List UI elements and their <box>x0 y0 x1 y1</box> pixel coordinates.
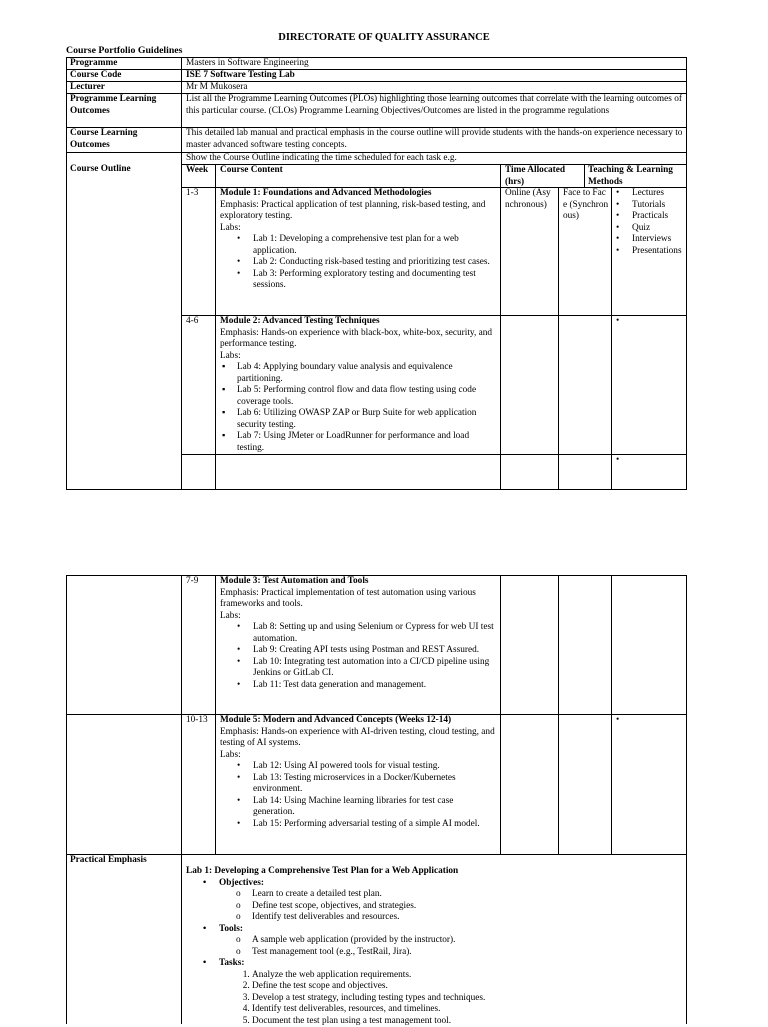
list-item: 4. Identify test deliverables, resources, and timelines. <box>252 1004 682 1016</box>
module-1-labs-label: Labs: <box>220 223 497 235</box>
module-1-face: Face to Face (Synchronous) <box>563 188 609 223</box>
tools-label: • Tools: <box>219 924 682 936</box>
course-code-value: ISE 7 Software Testing Lab <box>186 70 295 82</box>
course-outline-intro: Show the Course Outline indicating the time scheduled for each task e.g. <box>186 153 457 165</box>
practical-emphasis-label: Practical Emphasis <box>70 855 147 867</box>
list-item: • Lab 10: Integrating test automation into a CI/CD pipeline using Jenkins or GitLab CI. <box>253 657 497 680</box>
list-item: • Lab 2: Conducting risk-based testing and prioritizing test cases. <box>253 257 497 269</box>
list-item: o Identify test deliverables and resources. <box>252 912 682 924</box>
methods-header: Teaching & Learning Methods <box>588 165 686 188</box>
course-code-label: Course Code <box>70 70 121 82</box>
module-1-online: Online (Asynchronous) <box>505 188 555 211</box>
clo-label: Course Learning Outcomes <box>70 128 170 151</box>
list-item: 3. Develop a test strategy, including testing types and techniques. <box>252 993 682 1005</box>
list-item: o Test management tool (e.g., TestRail, Jira). <box>252 947 682 959</box>
module-1-title: Module 1: Foundations and Advanced Methodologies <box>220 188 497 200</box>
module-2-title: Module 2: Advanced Testing Techniques <box>220 316 497 328</box>
module-5-week: 10-13 <box>186 715 208 727</box>
programme-value: Masters in Software Engineering <box>186 58 309 70</box>
module-3-emphasis: Emphasis: Practical implementation of test automation using various frameworks and tools. <box>220 588 497 611</box>
module-1-emphasis: Emphasis: Practical application of test planning, risk-based testing, and exploratory testing. <box>220 200 497 223</box>
list-item: o A sample web application (provided by the instructor). <box>252 935 682 947</box>
module-3-content <box>220 576 497 691</box>
list-item: 5. Document the test plan using a test management tool. <box>252 1016 682 1027</box>
list-item: • Quiz <box>632 223 685 235</box>
clo-value: This detailed lab manual and practical emphasis in the course outline will provide students with the hands-on experience necessary to master advanced software testing concepts. <box>186 128 683 151</box>
lecturer-value: Mr M Mukosera <box>186 82 247 94</box>
list-item: • Interviews <box>632 234 685 246</box>
lecturer-label: Lecturer <box>70 82 105 94</box>
module-1-methods <box>632 188 685 257</box>
list-item: ▪ Lab 7: Using JMeter or LoadRunner for performance and load testing. <box>237 431 497 454</box>
bullet-marker: • <box>616 316 619 328</box>
list-item: • Lab 14: Using Machine learning libraries for test case generation. <box>253 796 497 819</box>
module-5-emphasis: Emphasis: Hands-on experience with AI-driven testing, cloud testing, and testing of AI systems. <box>220 727 497 750</box>
list-item: o Learn to create a detailed test plan. <box>252 889 682 901</box>
list-item: • Tutorials <box>632 200 685 212</box>
list-item: ▪ Lab 6: Utilizing OWASP ZAP or Burp Suite for web application security testing. <box>237 408 497 431</box>
list-item: • Lab 1: Developing a comprehensive test plan for a web application. <box>253 234 497 257</box>
list-item: • Lab 12: Using AI powered tools for visual testing. <box>253 761 497 773</box>
lab-1-title: Lab 1: Developing a Comprehensive Test Plan for a Web Application <box>186 866 682 878</box>
module-3-title: Module 3: Test Automation and Tools <box>220 576 497 588</box>
list-item: ▪ Lab 5: Performing control flow and data flow testing using code coverage tools. <box>237 385 497 408</box>
module-2-week: 4-6 <box>186 316 198 328</box>
programme-label: Programme <box>70 58 117 70</box>
time-header: Time Allocated (hrs) <box>505 165 581 188</box>
list-item: • Lab 3: Performing exploratory testing and documenting test sessions. <box>253 269 497 292</box>
page-title: DIRECTORATE OF QUALITY ASSURANCE <box>0 32 768 44</box>
list-item: • Presentations <box>632 246 685 258</box>
list-item: 2. Define the test scope and objectives. <box>252 981 682 993</box>
list-item: • Lab 15: Performing adversarial testing of a simple AI model. <box>253 819 497 831</box>
page-subtitle: Course Portfolio Guidelines <box>66 45 182 57</box>
bullet-marker: • <box>616 455 619 467</box>
module-5-labs-label: Labs: <box>220 750 497 762</box>
module-3-labs-label: Labs: <box>220 611 497 623</box>
module-1-week: 1-3 <box>186 188 198 200</box>
bullet-marker: • <box>616 715 619 727</box>
content-header: Course Content <box>220 165 283 177</box>
list-item: • Lab 9: Creating API tests using Postman and REST Assured. <box>253 645 497 657</box>
practical-emphasis-content <box>186 866 682 1027</box>
list-item: • Practicals <box>632 211 685 223</box>
list-item: ▪ Lab 4: Applying boundary value analysis and equivalence partitioning. <box>237 362 497 385</box>
list-item: • Lab 11: Test data generation and management. <box>253 680 497 692</box>
module-5-content <box>220 715 497 830</box>
plo-value: List all the Programme Learning Outcomes (PLOs) highlighting those learning outcomes that correlate with the learning outcomes of this particular course. (CLOs) Programme Learning Objectives/Outcomes are listed in the programme regulations <box>186 94 683 117</box>
module-2-emphasis: Emphasis: Hands-on experience with black-box, white-box, security, and performance testing. <box>220 328 497 351</box>
tasks-label: • Tasks: <box>219 958 682 970</box>
plo-label: Programme Learning Outcomes <box>70 94 178 117</box>
module-2-labs-label: Labs: <box>220 351 497 363</box>
list-item: o Define test scope, objectives, and strategies. <box>252 901 682 913</box>
module-5-title: Module 5: Modern and Advanced Concepts (Weeks 12-14) <box>220 715 497 727</box>
module-2-content <box>220 316 497 454</box>
list-item: 1. Analyze the web application requirements. <box>252 970 682 982</box>
course-outline-label: Course Outline <box>70 164 131 176</box>
module-3-week: 7-9 <box>186 576 198 588</box>
list-item: • Lab 8: Setting up and using Selenium or Cypress for web UI test automation. <box>253 622 497 645</box>
module-1-content <box>220 188 497 292</box>
list-item: • Lectures <box>632 188 685 200</box>
list-item: • Lab 13: Testing microservices in a Docker/Kubernetes environment. <box>253 773 497 796</box>
week-header: Week <box>186 165 208 177</box>
objectives-label: • Objectives: <box>219 878 682 890</box>
